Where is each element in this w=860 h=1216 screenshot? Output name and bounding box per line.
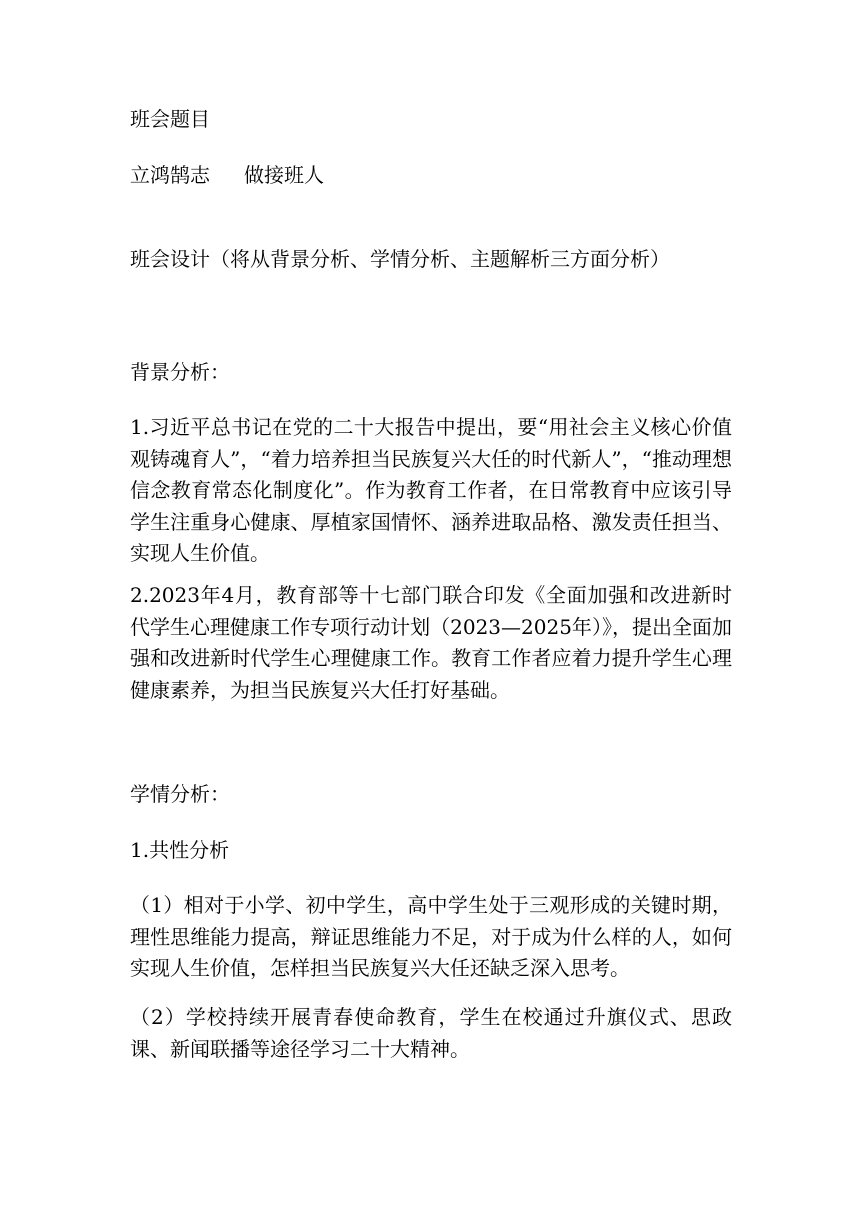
background-item-2: 2.2023年4月，教育部等十七部门联合印发《全面加强和改进新时代学生心理健康工作专项行动计划（2023—2025年）》，提出全面加强和改进新时代学生心理健康工作。教育工作者应着力提升学生心理健康素养，为担当民族复兴大任打好基础。 xyxy=(130,583,732,702)
common-analysis-heading: 1.共性分析 xyxy=(130,838,230,862)
background-heading: 背景分析： xyxy=(130,360,230,384)
topic-heading: 班会题目 xyxy=(130,107,210,131)
topic-title-part1: 立鸿鹄志 xyxy=(130,163,210,187)
topic-title-part2: 做接班人 xyxy=(244,163,324,187)
analysis-point-2: （2）学校持续开展青春使命教育，学生在校通过升旗仪式、思政课、新闻联播等途径学习二十大精神。 xyxy=(130,1005,732,1061)
analysis-point-1: （1）相对于小学、初中学生，高中学生处于三观形成的关键时期，理性思维能力提高，辩证思维能力不足，对于成为什么样的人，如何实现人生价值，怎样担当民族复兴大任还缺乏深入思考。 xyxy=(130,893,732,980)
background-item-1: 1.习近平总书记在党的二十大报告中提出，要“用社会主义核心价值观铸魂育人”，“着力培养担当民族复兴大任的时代新人”，“推动理想信念教育常态化制度化”。作为教育工作者，在日常教育中应该引导学生注重身心健康、厚植家国情怀、涵养进取品格、激发责任担当、实现人生价值。 xyxy=(130,415,732,565)
design-heading: 班会设计（将从背景分析、学情分析、主题解析三方面分析） xyxy=(130,247,670,271)
topic-title xyxy=(130,159,324,191)
student-analysis-heading: 学情分析： xyxy=(130,782,230,806)
